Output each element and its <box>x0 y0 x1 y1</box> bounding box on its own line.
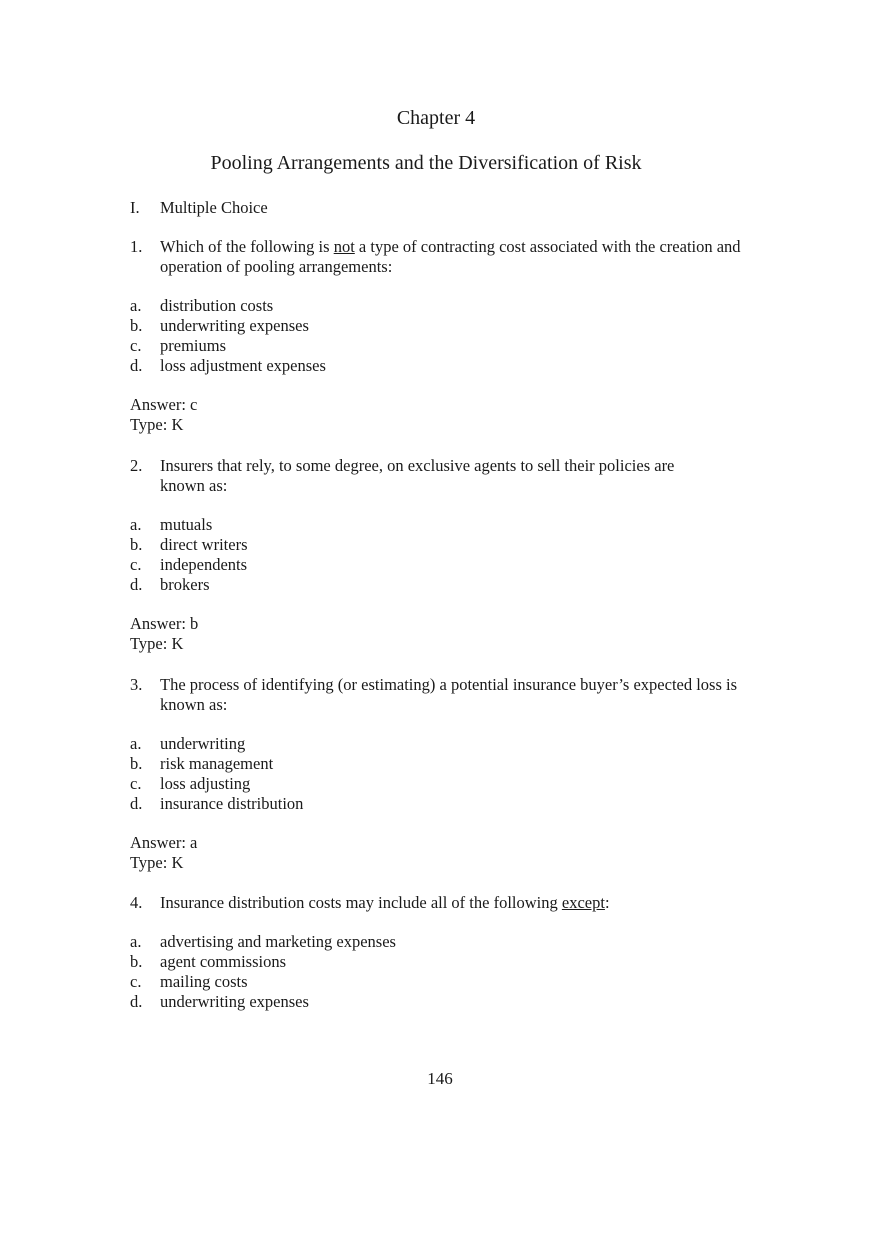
choice-item: c. premiums <box>130 336 226 355</box>
choice-list <box>130 515 770 595</box>
question-text: Insurers that rely, to some degree, on exclusive agents to sell their policies are known as: <box>160 456 675 495</box>
section-heading <box>130 197 268 219</box>
type-line: Type: K <box>130 853 184 872</box>
choice-item: a. underwriting <box>130 734 246 753</box>
choice-item: d. underwriting expenses <box>130 992 309 1011</box>
section-number: I. <box>130 198 140 217</box>
choice-item: d. insurance distribution <box>130 794 304 813</box>
answer-line: Answer: b <box>130 614 199 633</box>
chapter-heading: Chapter 4 <box>396 107 476 129</box>
choice-item: b. direct writers <box>130 535 248 554</box>
answer-block <box>130 614 770 654</box>
question-1 <box>130 237 770 435</box>
question-number: 4. <box>130 893 143 912</box>
choice-item: c. independents <box>130 555 248 574</box>
choice-list <box>130 296 770 376</box>
answer-block <box>130 395 770 435</box>
question-number: 3. <box>130 675 143 694</box>
choice-item: b. agent commissions <box>130 952 287 971</box>
question-text: The process of identifying (or estimating) a potential insurance buyer’s expected loss is known as: <box>160 675 738 714</box>
answer-line: Answer: a <box>130 833 198 852</box>
choice-item: b. risk management <box>130 754 274 773</box>
emphasis-underline: not <box>333 237 355 256</box>
question-4 <box>130 893 770 1012</box>
answer-block <box>130 833 770 873</box>
choice-list <box>130 734 770 814</box>
question-number: 1. <box>130 237 143 256</box>
choice-item: c. loss adjusting <box>130 774 251 793</box>
choice-item: b. underwriting expenses <box>130 316 309 335</box>
choice-item: d. loss adjustment expenses <box>130 356 326 375</box>
question-text: Insurance distribution costs may include all of the following except: <box>160 893 610 912</box>
question-3 <box>130 675 770 873</box>
answer-line: Answer: c <box>130 395 198 414</box>
choice-item: a. mutuals <box>130 515 213 534</box>
choice-item: a. advertising and marketing expenses <box>130 932 396 951</box>
question-number: 2. <box>130 456 143 475</box>
question-text: Which of the following is not a type of contracting cost associated with the creation and operation of pooling arrangements: <box>160 237 741 276</box>
type-line: Type: K <box>130 415 184 434</box>
page-number: 146 <box>427 1069 453 1088</box>
type-line: Type: K <box>130 634 184 653</box>
choice-item: d. brokers <box>130 575 210 594</box>
choice-item: c. mailing costs <box>130 972 248 991</box>
question-2 <box>130 456 770 654</box>
chapter-title: Pooling Arrangements and the Diversification of Risk <box>210 152 642 174</box>
emphasis-underline: except <box>561 893 605 912</box>
section-label: Multiple Choice <box>160 198 268 217</box>
choice-item: a. distribution costs <box>130 296 274 315</box>
choice-list <box>130 932 770 1012</box>
